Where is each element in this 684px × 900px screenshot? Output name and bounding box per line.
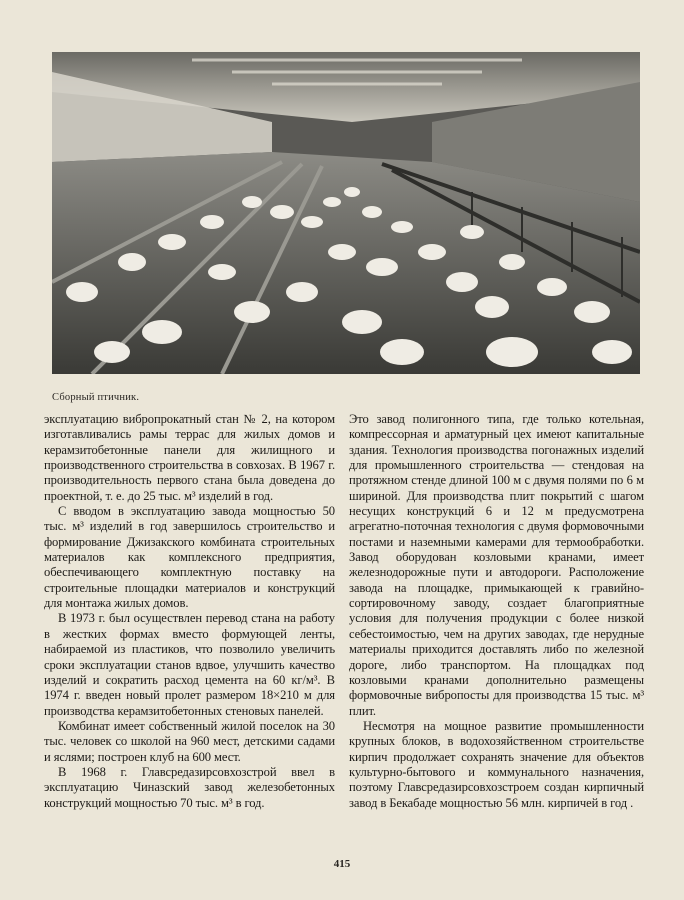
paragraph: С вводом в эксплуатацию завода мощностью 50 тыс. м³ изделий в год завершилось строительство и формирование Джизакского комбината строительных материалов как комплексного предприятия, обеспечивающего комплектную поставку на строительные площадки материалов и конструкций для монтажа жилых домов. <box>44 504 335 611</box>
poultry-house-photo-image <box>52 52 640 374</box>
paragraph: В 1968 г. Главсредазирсовхозстрой ввел в эксплуатацию Чиназский завод железобетонных конструкций мощностью 70 тыс. м³ в год. <box>44 764 335 810</box>
paragraph: Несмотря на мощное развитие промышленности крупных блоков, в водохозяйственном строительстве кирпич продолжает сохранять значение для объектов культурно-бытового и коммунального назначения, поэтому Главсредазирсовхозстроем создан кирпичный завод в Бекабаде мощностью 56 млн. кирпичей в год . <box>349 718 644 810</box>
paragraph: эксплуатацию вибропрокатный стан № 2, на котором изготавливались рамы террас для жилых домов и керамзитобетонные панели для жилищного и производственного строительства в совхозах. В 1967 г. производительность первого стана была доведена до проектной, т. е. до 25 тыс. м³ изделий в год. <box>44 412 335 503</box>
paragraph: Комбинат имеет собственный жилой поселок на 30 тыс. человек со школой на 960 мест, детскими садами и яслями; построен клуб на 600 мест. <box>44 718 335 764</box>
left-text-column <box>44 412 335 811</box>
poultry-house-photo <box>52 52 640 374</box>
right-text-column <box>349 412 644 811</box>
page-number: 415 <box>333 858 351 870</box>
figure-caption: Сборный птичник. <box>52 392 140 403</box>
paragraph: Это завод полигонного типа, где только котельная, компрессорная и арматурный цех имеют капитальные здания. Технология производства погонажных изделий для промышленного строительства — стендовая на протяжном стенде длиной 100 м с двумя полями по 6 м шириной. Для производства плит покрытий с шагом несущих конструкций 6 и 12 м предусмотрена агрегатно-поточная технология с двумя формовочными постами и наземными камерами для термообработки. Завод оборудован козловыми кранами, имеет железнодорожные пути и автодороги. Расположение завода на площадке, примыкающей к гравийно-сортировочному заводу, создает благоприятные условия для получения продукции с более низкой себестоимостью, чем на других заводах, где нерудные материалы приходится доставлять либо по железной дороге, либо транспортом. На площадках под козловыми кранами дополнительно размещены формовочные вибропосты для производства 15 тыс. м³ плит. <box>349 412 644 718</box>
paragraph: В 1973 г. был осуществлен перевод стана на работу в жестких формах вместо формующей ленты, набираемой из пластиков, что позволило увеличить сроки эксплуатации станов вдвое, улучшить качество изделий и сократить расход цемента на 60 кг/м³. В 1974 г. введен новый пролет размером 18×210 м для производства керамзитобетонных стеновых панелей. <box>44 611 335 718</box>
